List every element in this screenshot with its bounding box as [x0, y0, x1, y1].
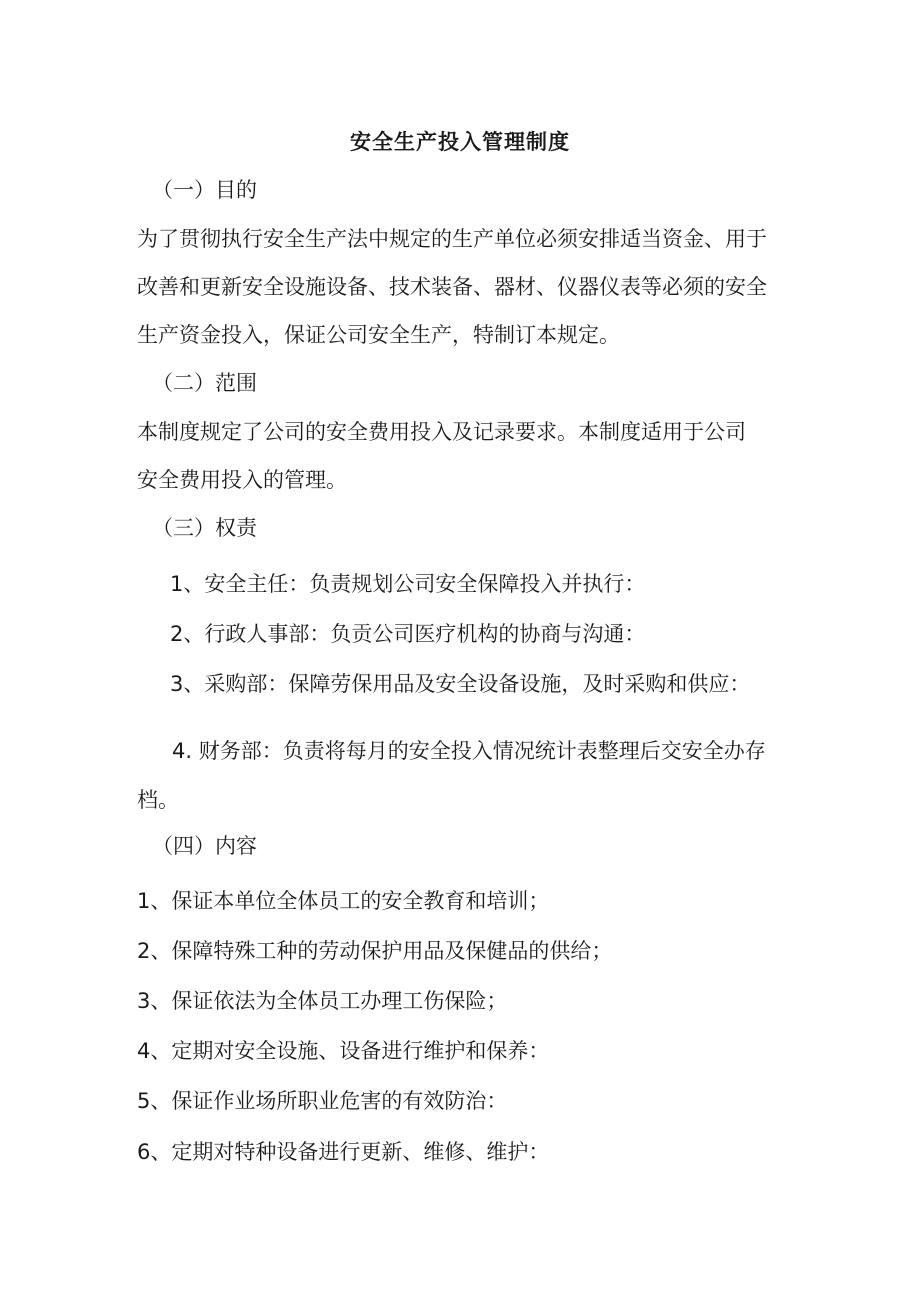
list-item: 6、定期对特种设备进行更新、维修、维护：: [137, 1140, 550, 1164]
section-heading-purpose: （一）目的: [152, 178, 257, 202]
list-item: 2、行政人事部：负贡公司医疗机构的协商与沟通：: [170, 622, 646, 646]
paragraph-line: 改善和更新安全设施设备、技术装备、器材、仪器仪表等必须的安全: [137, 275, 767, 299]
list-item: 1、安全主任：负责规划公司安全保障投入并执行：: [170, 572, 646, 596]
list-item: 1、保证本单位全体员工的安全教育和培训；: [137, 889, 550, 913]
section-heading-scope: （二）范围: [152, 371, 257, 395]
list-item: 4. 财务部：负责将每月的安全投入情况统计表整理后交安全办存: [172, 739, 766, 763]
paragraph-line: 安全费用投入的管理。: [137, 468, 347, 492]
list-item: 5、保证作业场所职业危害的有效防治：: [137, 1089, 508, 1113]
document-title: 安全生产投入管理制度: [350, 130, 570, 154]
paragraph-line: 本制度规定了公司的安全费用投入及记录要求。本制度适用于公司: [137, 420, 746, 444]
list-item-continuation: 档。: [137, 788, 179, 812]
paragraph-line: 为了贯彻执行安全生产法中规定的生产单位必须安排适当资金、用于: [137, 227, 767, 251]
list-item: 2、保障特殊工种的劳动保护用品及保健品的供给；: [137, 939, 613, 963]
list-item: 3、采购部：保障劳保用品及安全设备设施，及时采购和供应：: [170, 672, 751, 696]
section-heading-content: （四）内容: [152, 834, 257, 858]
section-heading-responsibilities: （三）权责: [152, 516, 257, 540]
list-item: 3、保证依法为全体员工办理工伤保险；: [137, 989, 508, 1013]
paragraph-line: 生产资金投入，保证公司安全生产，特制订本规定。: [137, 323, 620, 347]
list-item: 4、定期对安全设施、设备进行维护和保养：: [137, 1039, 550, 1063]
